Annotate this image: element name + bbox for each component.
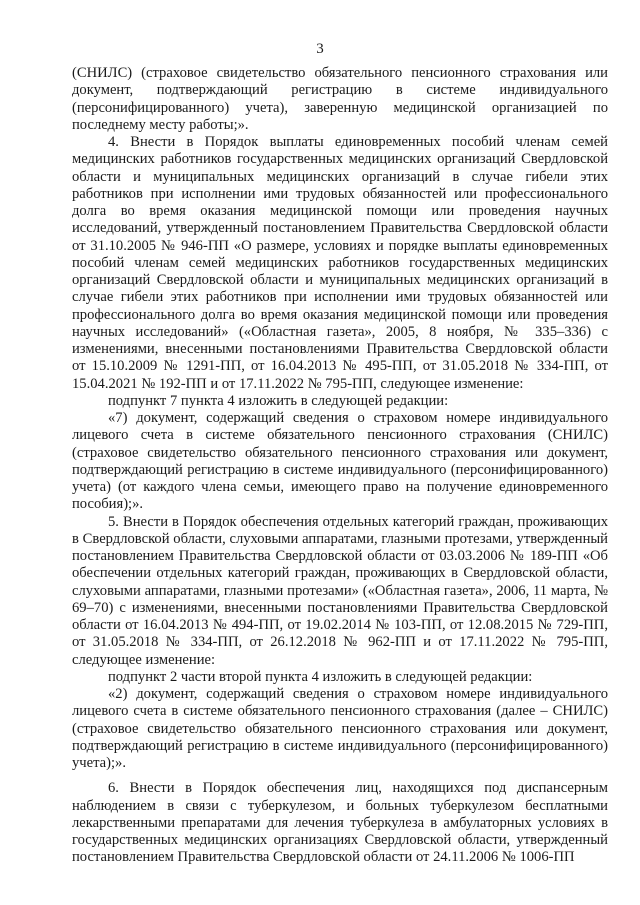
paragraph-item-6: 6. Внести в Порядок обеспечения лиц, находящихся под диспансерным наблюдением в связи с туберкулезом, и больных туберкулезом бесплатными лекарственными препаратами для лечения туберкулеза в амбулаторных условиях в государственных медицинских организациях Свердловской области, утвержденный постановлением Правительства Свердловской области от 24.11.2006 № 1006-ПП	[72, 780, 608, 866]
paragraph-item-4-subpoint: подпункт 7 пункта 4 изложить в следующей редакции:	[108, 392, 449, 409]
paragraph-item-5-new-text: «2) документ, содержащий сведения о страховом номере индивидуального лицевого счета в системе обязательного пенсионного страхования (далее – СНИЛС) (страховое свидетельство обязательного пенсионного страхования или документ, подтверждающий регистрацию в системе индивидуального (персонифицированного) учета);».	[72, 686, 608, 771]
paragraph-item-5: 5. Внести в Порядок обеспечения отдельных категорий граждан, проживающих в Свердловской области, слуховыми аппаратами, глазными протезами, утвержденный постановлением Правительства Свердловской области от 03.03.2006 № 189-ПП «Об обеспечении отдельных категорий граждан, проживающих в Свердловской области, слуховыми аппаратами, глазными протезами» («Областная газета», 2006, 11 марта, № 69–70) с изменениями, внесенными постановлениями Правительства Свердловской области от 16.04.2013 № 494-ПП, от 19.02.2014 № 103-ПП, от 12.08.2015 № 729-ПП, от 31.05.2018 № 334-ПП, от 26.12.2018 № 962-ПП и от 17.11.2022 № 795-ПП, следующее изменение:	[72, 513, 608, 668]
page-number: 3	[316, 41, 324, 57]
paragraph-item-4: 4. Внести в Порядок выплаты единовременных пособий членам семей медицинских работников государственных медицинских организаций Свердловской области и муниципальных медицинских организаций в случае гибели этих работников при исполнении ими трудовых обязанностей или профессионального долга во время оказания медицинской помощи или проведения научных исследований, утвержденный постановлением Правительства Свердловской области от 31.10.2005 № 946-ПП «О размере, условиях и порядке выплаты единовременных пособий членам семей медицинских работников государственных медицинских организаций Свердловской области и муниципальных медицинских организаций в случае гибели этих работников при исполнении ими трудовых обязанностей или профессионального долга во время оказания медицинской помощи или проведения научных исследований» («Областная газета», 2005, 8 ноября, № 335–336) с изменениями, внесенными постановлениями Правительства Свердловской области от 15.10.2009 № 1291-ПП, от 16.04.2013 № 495-ПП, от 31.05.2018 № 334-ПП, от 15.04.2021 № 192-ПП и от 17.11.2022 № 795-ПП, следующее изменение:	[72, 134, 608, 392]
document-body	[72, 65, 608, 867]
paragraph-item-5-subpoint: подпункт 2 части второй пункта 4 изложить в следующей редакции:	[108, 668, 533, 685]
paragraph-item-4-new-text: «7) документ, содержащий сведения о страховом номере индивидуального лицевого счета в системе обязательного пенсионного страхования (СНИЛС) (страховое свидетельство обязательного пенсионного страхования или документ, подтверждающий регистрацию в системе индивидуального (персонифицированного) учета) (от каждого члена семьи, имеющего право на получение единовременного пособия);».	[72, 410, 608, 513]
paragraph-snils-continuation: (СНИЛС) (страховое свидетельство обязательного пенсионного страхования или документ, подтверждающий регистрацию в системе индивидуального (персонифицированного) учета), заверенную медицинской организацией по последнему месту работы;».	[72, 65, 608, 133]
